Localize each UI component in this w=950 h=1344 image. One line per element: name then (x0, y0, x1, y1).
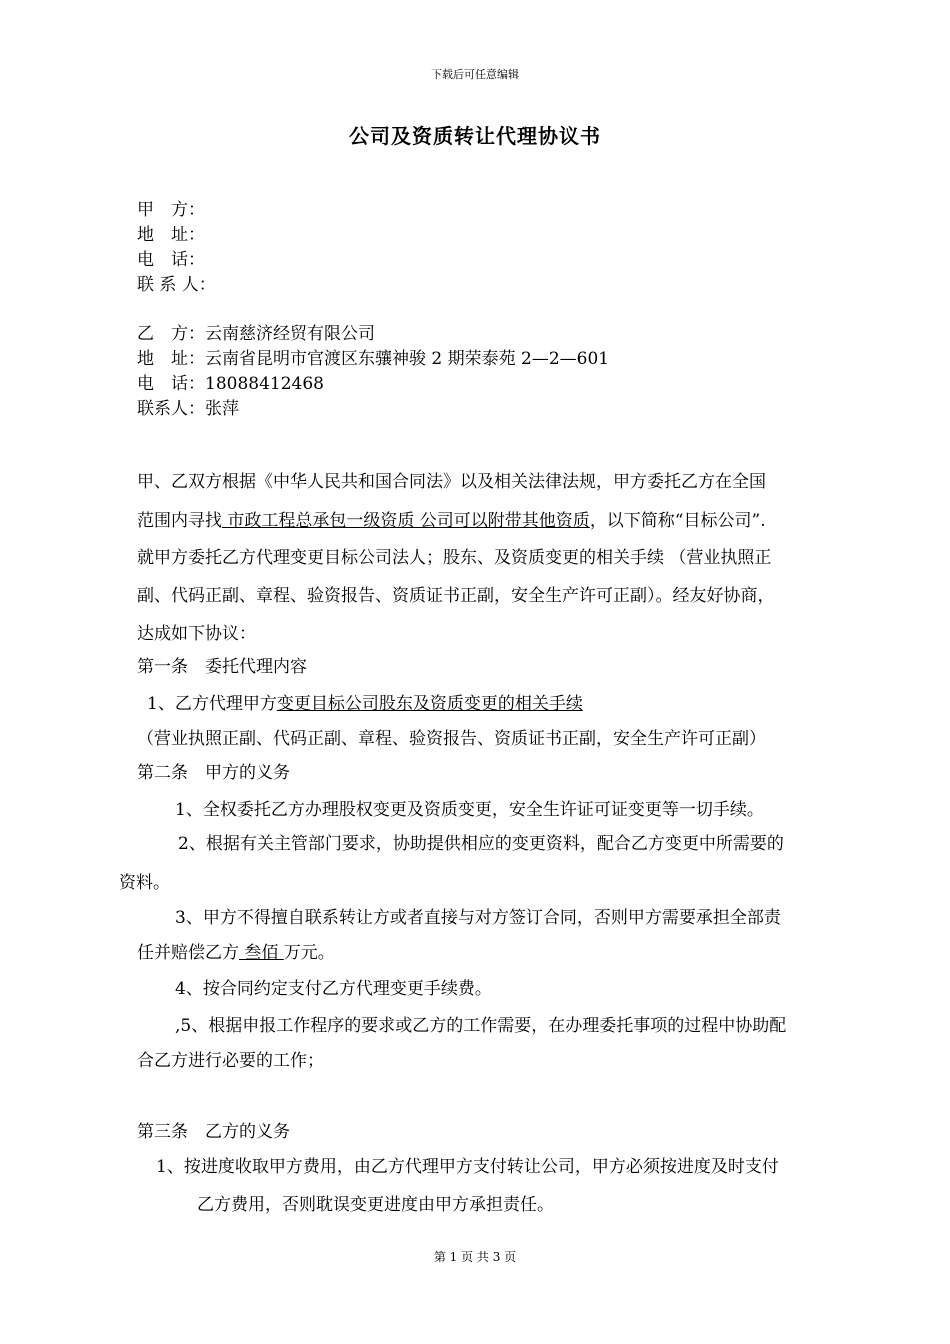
article-1-heading: 第一条 委托代理内容 (137, 657, 307, 677)
page-number: 第 1 页 共 3 页 (433, 1250, 517, 1264)
article-2-item-5-line-2: 合乙方进行必要的工作； (137, 1051, 324, 1071)
preamble-line-3: 就甲方委托乙方代理变更目标公司法人；股东、及资质变更的相关手续 （营业执照正 (137, 548, 772, 568)
article-2-item-1: 1、全权委托乙方办理股权变更及资质变更，安全生许证可证变更等一切手续。 (175, 800, 764, 820)
party-b-phone: 电 话：18088412468 (137, 374, 324, 394)
party-a-name-label: 甲 方： (137, 200, 205, 220)
party-a-phone-label: 电 话： (137, 250, 205, 270)
preamble-line-2-pre: 范围内寻找 (137, 511, 222, 531)
preamble-line-2 (137, 509, 766, 533)
preamble-line-4: 副、代码正副、章程、验资报告、资质证书正副，安全生产许可正副）。经友好协商， (137, 586, 775, 606)
preamble-line-5: 达成如下协议： (137, 624, 256, 644)
article-2-item-3-line-1: 3、甲方不得擅自联系转让方或者直接与对方签订合同，否则甲方需要承担全部责 (175, 908, 781, 928)
article-2-item-2-line-2: 资料。 (119, 873, 170, 893)
article-2-item-3-line-2-pre: 任并赔偿乙方 (137, 943, 239, 963)
document-title: 公司及资质转让代理协议书 (349, 124, 601, 148)
preamble-line-2-post: ，以下简称“目标公司”. (589, 511, 766, 531)
party-b-name: 乙 方：云南慈济经贸有限公司 (137, 324, 375, 344)
target-qualification: 市政工程总承包一级资质 公司可以附带其他资质 (222, 511, 590, 531)
article-3-item-1-line-1: 1、按进度收取甲方费用，由乙方代理甲方支付转让公司，甲方必须按进度及时支付 (156, 1157, 779, 1177)
article-1-item-1-scope: 变更目标公司股东及资质变更的相关手续 (276, 694, 583, 714)
article-3-heading: 第三条 乙方的义务 (137, 1122, 290, 1142)
article-2-heading: 第二条 甲方的义务 (137, 763, 290, 783)
party-b-contact: 联系人：张萍 (137, 399, 239, 419)
header-note: 下载后可任意编辑 (431, 68, 519, 81)
article-2-item-3-line-2-post: 万元。 (283, 943, 335, 963)
article-1-item-1-pre: 1、乙方代理甲方 (147, 694, 277, 714)
article-3-item-1-line-2: 乙方费用，否则耽误变更进度由甲方承担责任。 (197, 1195, 554, 1215)
article-2-item-4: 4、按合同约定支付乙方代理变更手续费。 (175, 979, 492, 999)
article-2-item-5-line-1: ,5、根据申报工作程序的要求或乙方的工作需要，在办理委托事项的过程中协助配 (175, 1016, 787, 1036)
article-2-item-3-line-2 (137, 941, 335, 965)
article-1-item-1 (147, 692, 583, 716)
compensation-amount: 叁佰 (239, 943, 284, 963)
article-1-item-1-cont: （营业执照正副、代码正副、章程、验资报告、资质证书正副，安全生产许可正副） (137, 729, 766, 749)
party-a-address-label: 地 址： (137, 225, 205, 245)
article-2-item-2-line-1: 2、根据有关主管部门要求，协助提供相应的变更资料，配合乙方变更中所需要的 (178, 834, 784, 854)
preamble-line-1: 甲、乙双方根据《中华人民共和国合同法》以及相关法律法规，甲方委托乙方在全国 (137, 472, 766, 492)
party-a-contact-label: 联 系 人： (137, 275, 216, 295)
party-b-address: 地 址：云南省昆明市官渡区东骧神骏 2 期荣泰苑 2—2—601 (137, 349, 610, 369)
